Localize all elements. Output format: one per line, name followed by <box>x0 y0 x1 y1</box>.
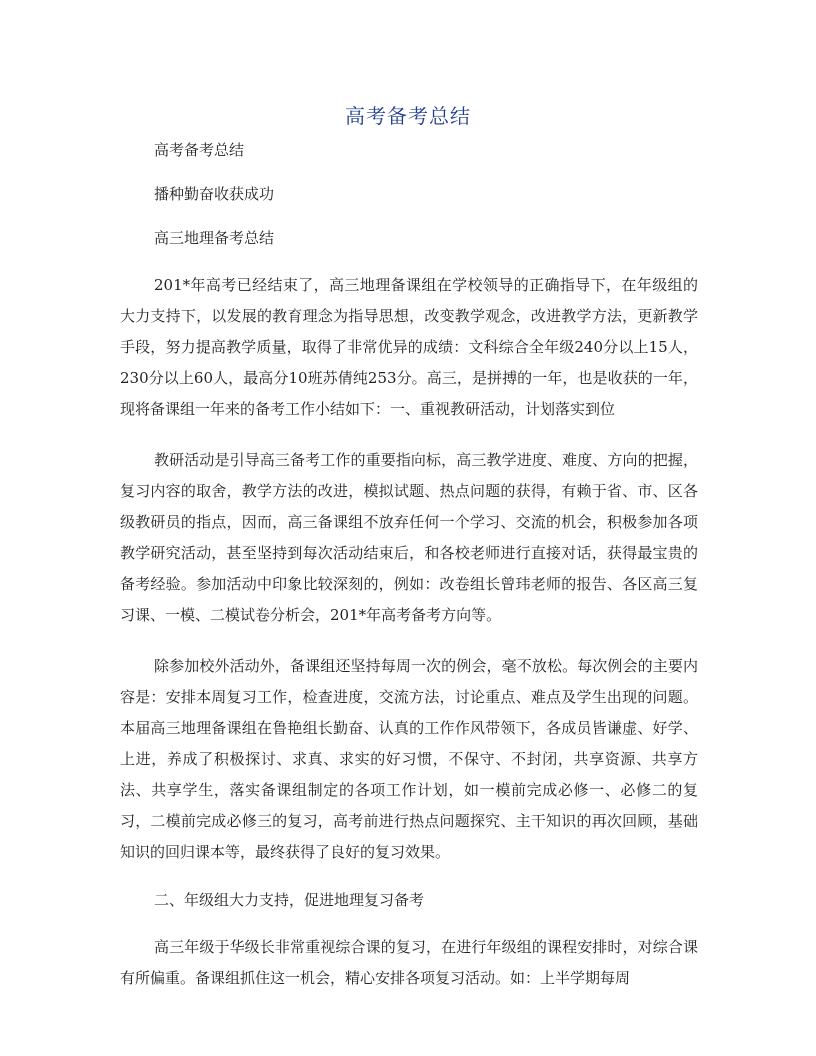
subtitle-line-2: 播种勤奋收获成功 <box>154 185 275 203</box>
paragraph-4: 高三年级于华级长非常重视综合课的复习，在进行年级组的课程安排时，对综合课有所偏重。备课组抓住这一机会，精心安排各项复习活动。如：上半学期每周 <box>120 938 698 987</box>
document-title: 高考备考总结 <box>345 104 471 128</box>
document-body <box>120 138 698 1014</box>
subtitle-line-1: 高考备考总结 <box>154 141 245 159</box>
paragraph-3: 除参加校外活动外，备课组还坚持每周一次的例会，毫不放松。每次例会的主要内容是：安排本周复习工作，检查进度，交流方法，讨论重点、难点及学生出现的问题。本届高三地理备课组在鲁艳组长勤奋、认真的工作作风带领下，各成员皆谦虚、好学、上进，养成了积极探讨、求真、求实的好习惯，不保守、不封闭，共享资源、共享方法、共享学生，落实备课组制定的各项工作计划，如一模前完成必修一、必修二的复习，二模前完成必修三的复习，高考前进行热点问题探究、主干知识的再次回顾，基础知识的回归课本等，最终获得了良好的复习效果。 <box>120 657 698 861</box>
paragraph-2: 教研活动是引导高三备考工作的重要指向标，高三教学进度、难度、方向的把握，复习内容的取舍，教学方法的改进，模拟试题、热点问题的获得，有赖于省、市、区各级教研员的指点，因而，高三备课组不放弃任何一个学习、交流的机会，积极参加各项教学研究活动，甚至坚持到每次活动结束后，和各校老师进行直接对话，获得最宝贵的备考经验。参加活动中印象比较深刻的，例如：改卷组长曾玮老师的报告、各区高三复习课、一模、二模试卷分析会，201*年高考备考方向等。 <box>120 451 698 624</box>
paragraph-1: 201*年高考已经结束了，高三地理备课组在学校领导的正确指导下，在年级组的大力支持下，以发展的教育理念为指导思想，改变教学观念，改进教学方法，更新教学手段，努力提高教学质量，取得了非常优异的成绩：文科综合全年级240分以上15人，230分以上60人，最高分10班苏倩纯253分。高三，是拼搏的一年，也是收获的一年，现将备课组一年来的备考工作小结如下：一、重视教研活动，计划落实到位 <box>120 276 698 418</box>
subtitle-line-3: 高三地理备考总结 <box>154 229 275 247</box>
section-heading: 二、年级组大力支持，促进地理复习备考 <box>154 891 425 909</box>
